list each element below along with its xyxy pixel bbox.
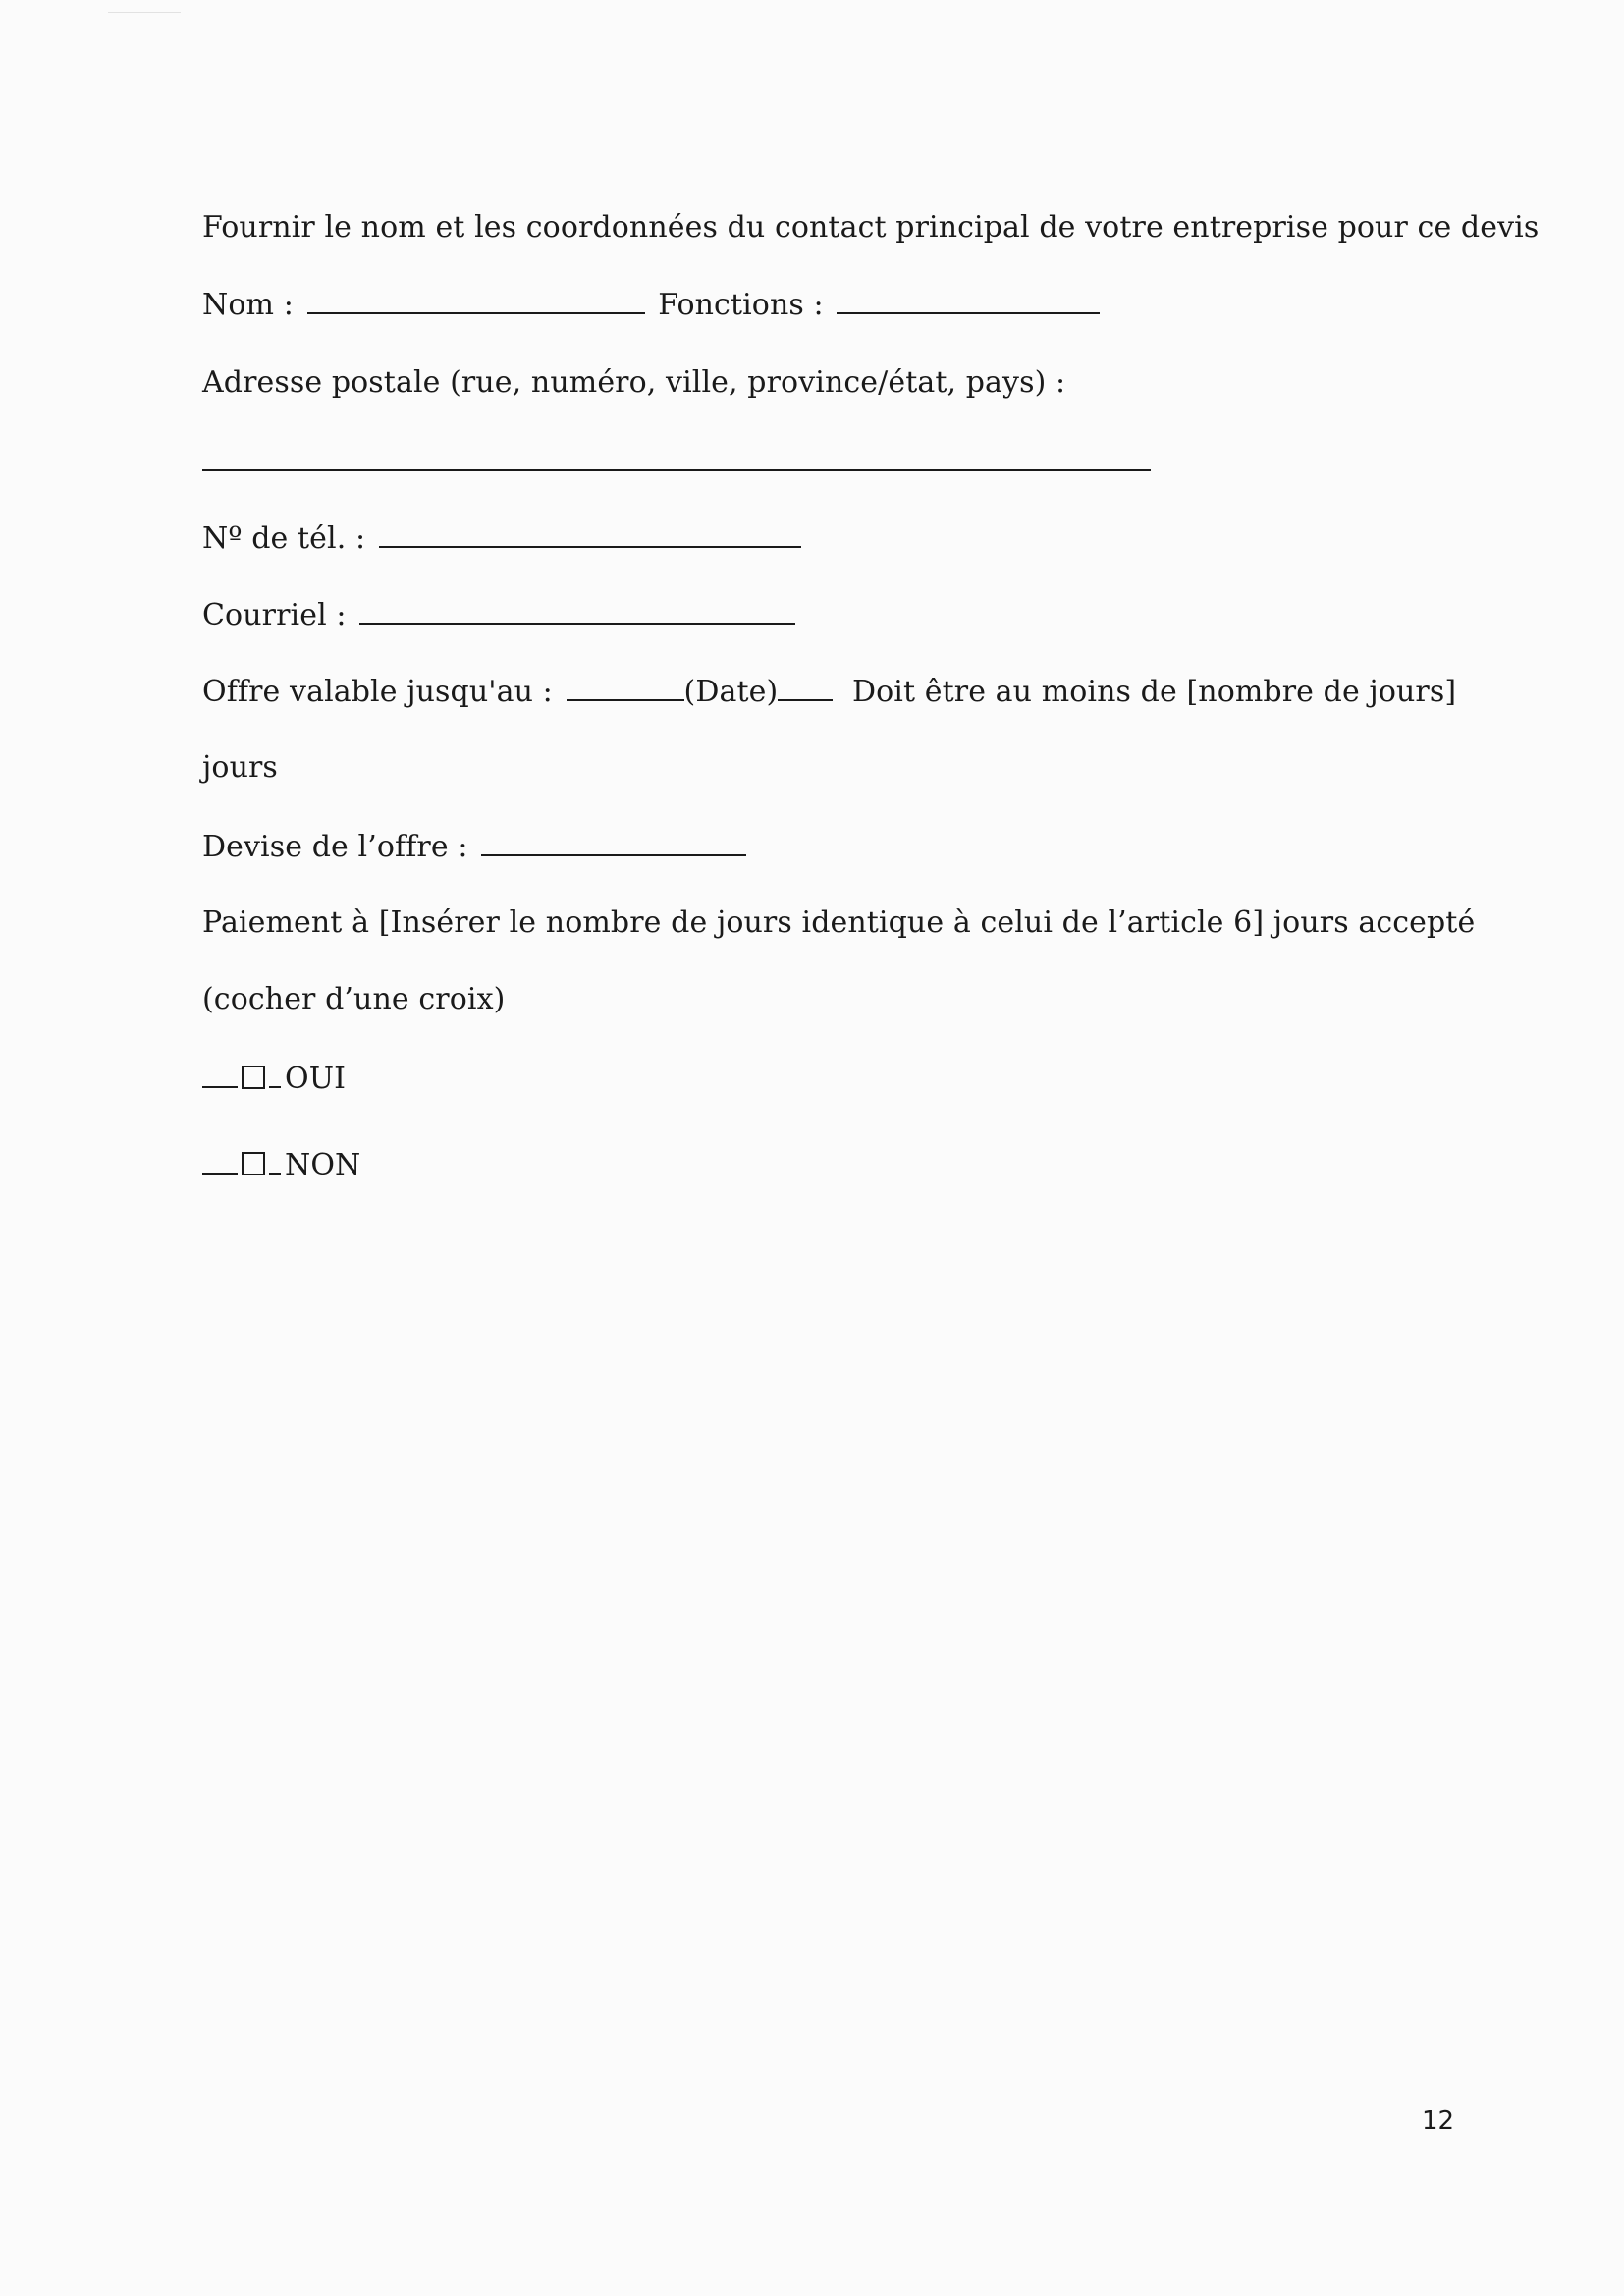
functions-label: Fonctions : [658, 288, 824, 322]
email-field[interactable] [359, 595, 795, 625]
offer-valid-date-field-end[interactable] [778, 672, 833, 701]
address-field[interactable] [202, 469, 1151, 471]
address-label: Adresse postale (rue, numéro, ville, province/état, pays) : [202, 365, 1066, 400]
email-label: Courriel : [202, 598, 347, 632]
payment-instruction: (cocher d’une croix) [202, 982, 506, 1016]
option-oui [202, 1059, 346, 1099]
offer-valid-row [202, 672, 1456, 712]
currency-field[interactable] [481, 827, 746, 856]
option-oui-line-end [269, 1059, 281, 1088]
oui-label: OUI [285, 1062, 347, 1096]
offer-valid-note-cont: jours [202, 750, 278, 785]
address-row [202, 363, 1065, 403]
name-label: Nom : [202, 288, 294, 322]
intro-text: Fournir le nom et les coordonnées du contact principal de votre entreprise pour ce devis [202, 210, 1540, 245]
phone-row [202, 519, 805, 559]
phone-label: Nº de tél. : [202, 521, 366, 556]
page-number: 12 [1422, 2106, 1455, 2136]
offer-valid-note: Doit être au moins de [nombre de jours] [851, 675, 1457, 709]
email-row [202, 595, 799, 635]
option-oui-mark-line [202, 1059, 238, 1088]
payment-text: Paiement à [Insérer le nombre de jours identique à celui de l’article 6] jours accepté [202, 905, 1476, 940]
offer-valid-date-hint: (Date) [683, 675, 779, 709]
option-non-line-end [269, 1145, 281, 1175]
option-non [202, 1145, 360, 1185]
name-field[interactable] [307, 285, 645, 314]
functions-field[interactable] [837, 285, 1100, 314]
offer-valid-date-field[interactable] [567, 672, 684, 701]
non-label: NON [285, 1148, 361, 1182]
offer-valid-label: Offre valable jusqu'au : [202, 675, 553, 709]
currency-row [202, 827, 750, 867]
oui-checkbox[interactable] [242, 1066, 265, 1089]
phone-field[interactable] [379, 519, 801, 548]
currency-label: Devise de l’offre : [202, 830, 468, 864]
option-non-mark-line [202, 1145, 238, 1175]
non-checkbox[interactable] [242, 1152, 265, 1175]
name-row [202, 285, 1104, 325]
scan-artifact [108, 12, 181, 13]
